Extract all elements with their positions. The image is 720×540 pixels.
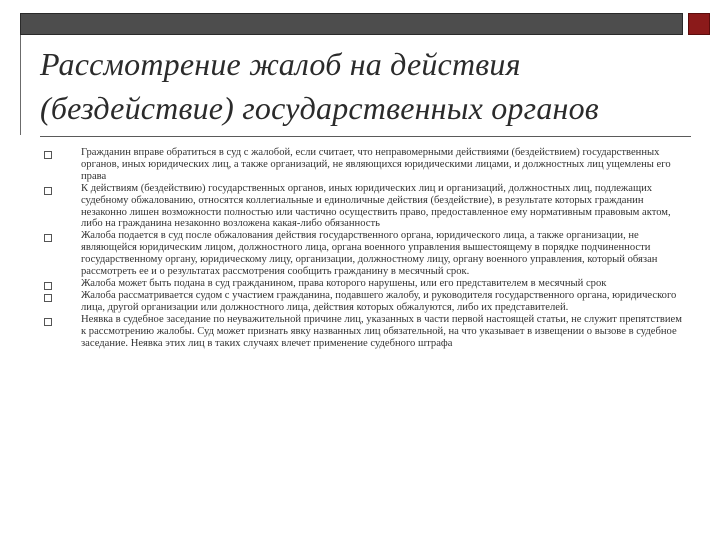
slide-title-line-2: (бездействие) государственных органов	[40, 90, 599, 126]
slide-title	[40, 42, 700, 130]
accent-square	[688, 13, 710, 35]
left-rule	[20, 35, 21, 135]
bullet-item	[44, 183, 684, 231]
square-bullet-icon	[44, 282, 52, 290]
bullet-text: Жалоба рассматривается судом с участием гражданина, подавшего жалобу, и руководителя государственного органа, юридического лица, другой организации или должностного лица, действия которых обжалуются, либо их представителей.	[81, 289, 677, 313]
square-bullet-icon	[44, 151, 52, 159]
square-bullet-icon	[44, 187, 52, 195]
bullet-text: Жалоба подается в суд после обжалования действия государственного органа, юридического лица, а также организации, не являющейся юридическим лицом, должностного лица, органа военного управления вышестоящему в порядке подчиненности государственному органу, юридическому лицу, организации, должностному лицу, органу военного управления, который обязан рассмотреть ее и о результатах рассмотрения сообщить гражданину в месячный срок.	[81, 230, 658, 278]
bullet-item	[44, 290, 684, 314]
bullet-list	[44, 147, 684, 349]
square-bullet-icon	[44, 294, 52, 302]
bullet-text: Жалоба может быть подана в суд гражданином, права которого нарушены, или его представителем в месячный срок	[81, 277, 607, 289]
bullet-item	[44, 230, 684, 278]
header-bar	[20, 13, 683, 35]
square-bullet-icon	[44, 318, 52, 326]
bullet-text: Неявка в судебное заседание по неуважительной причине лиц, указанных в части первой настоящей статьи, не служит препятствием к рассмотрению жалобы. Суд может признать явку названных лиц обязательной, на что указывает в извещении о вызове в судебное заседание. Неявка этих лиц в таких случаях влечет применение судебного штрафа	[81, 313, 682, 349]
bullet-text: Гражданин вправе обратиться в суд с жалобой, если считает, что неправомерными действиями (бездействием) государственных органов, иных юридических лиц, а также организаций, не являющихся юридическими лицами, и должностных лиц ущемлены его права	[81, 147, 671, 182]
square-bullet-icon	[44, 234, 52, 242]
bullet-item	[44, 278, 684, 290]
bullet-text: К действиям (бездействию) государственных органов, иных юридических лиц и организаций, должностных лиц, подлежащих судебному обжалованию, относятся коллегиальные и единоличные действия (бездействие), в результате которых гражданин незаконно лишен возможности полностью или частично осуществить право, предоставленное ему нормативным правовым актом, либо на гражданина незаконно возложена какая-либо обязанность	[81, 182, 671, 230]
slide-title-line-1: Рассмотрение жалоб на действия	[40, 46, 521, 82]
bullet-item	[44, 147, 684, 183]
bullet-item	[44, 314, 684, 350]
title-divider	[40, 136, 691, 137]
